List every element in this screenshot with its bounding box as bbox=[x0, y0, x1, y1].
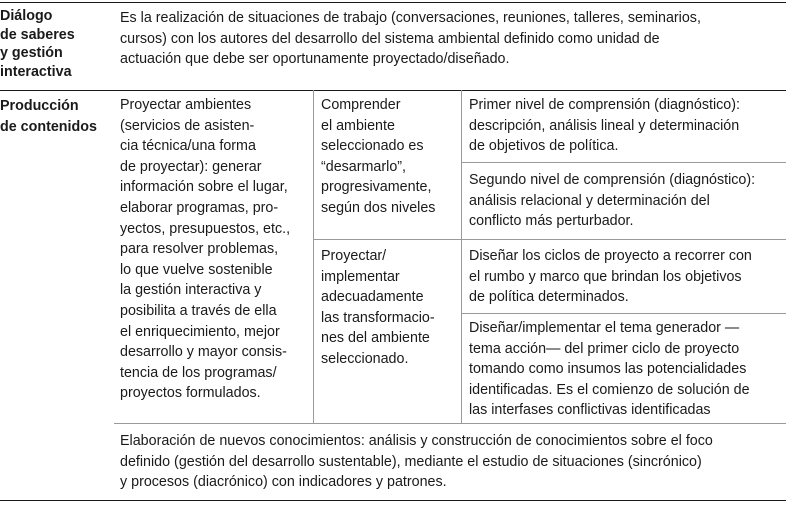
table-top-rule bbox=[0, 2, 786, 3]
subrow-rule-3 bbox=[462, 313, 786, 314]
subrow-rule-2 bbox=[314, 239, 786, 240]
bottom-row-rule bbox=[114, 423, 786, 424]
col2-proyectar-implementar: Proyectar/ implementar adecuadamente las transformacio- nes del ambiente seleccionado. bbox=[321, 248, 435, 367]
bottom-elaboracion-conocimientos: Elaboración de nuevos conocimientos: análisis y construcción de conocimientos sobre el foco definido (gestión del desarrollo sustentable), mediante el estudio de situaciones (sincrónico) y procesos (diacrónico) con indicadores y patrones. bbox=[120, 433, 713, 491]
col3-primer-nivel: Primer nivel de comprensión (diagnóstico): descripción, análisis lineal y determinación de objetivos de política. bbox=[469, 97, 740, 155]
row-text-dialogo: Es la realización de situaciones de trabajo (conversaciones, reuniones, talleres, seminarios, cursos) con los autores del desarrollo del sistema ambiental definido como unidad de actuación que debe ser oportunamente proyectado/diseñado. bbox=[120, 10, 701, 68]
row-header-produccion: Producción de contenidos bbox=[0, 98, 97, 135]
subrow-rule-1 bbox=[462, 162, 786, 163]
col1-proyectar-ambientes: Proyectar ambientes (servicios de asisten- cia técnica/una forma de proyectar): generar información sobre el lugar, elaborar programas, pro- yectos, presupuestos, etc., para resolver problemas, lo que vuelve sostenible la gestión interactiva y posibilita a través de ella el enriquecimiento, mejor desarrollo y mayor consis- tencia de los programas/ proyectos formulados. bbox=[120, 97, 291, 402]
col2-comprender: Comprender el ambiente seleccionado es “desarmarlo”, progresivamente, según dos niveles bbox=[321, 97, 436, 216]
col3-disenar-ciclos: Diseñar los ciclos de proyecto a recorrer con el rumbo y marco que brindan los objetivos de política determinados. bbox=[469, 248, 752, 306]
row-separator-rule bbox=[0, 90, 786, 91]
column-divider-1 bbox=[313, 90, 314, 423]
col3-tema-generador: Diseñar/implementar el tema generador — tema acción— del primer ciclo de proyecto tomando como insumos las potencialidades identificadas. Es el comienzo de solución de las interfases conflictivas identificadas bbox=[469, 320, 750, 419]
table-bottom-rule bbox=[0, 500, 786, 501]
row-header-dialogo: Diálogo de saberes y gestión interactiva bbox=[0, 8, 75, 80]
col3-segundo-nivel: Segundo nivel de comprensión (diagnóstico): análisis relacional y determinación del conflicto más perturbador. bbox=[469, 172, 756, 230]
column-divider-2 bbox=[461, 90, 462, 423]
